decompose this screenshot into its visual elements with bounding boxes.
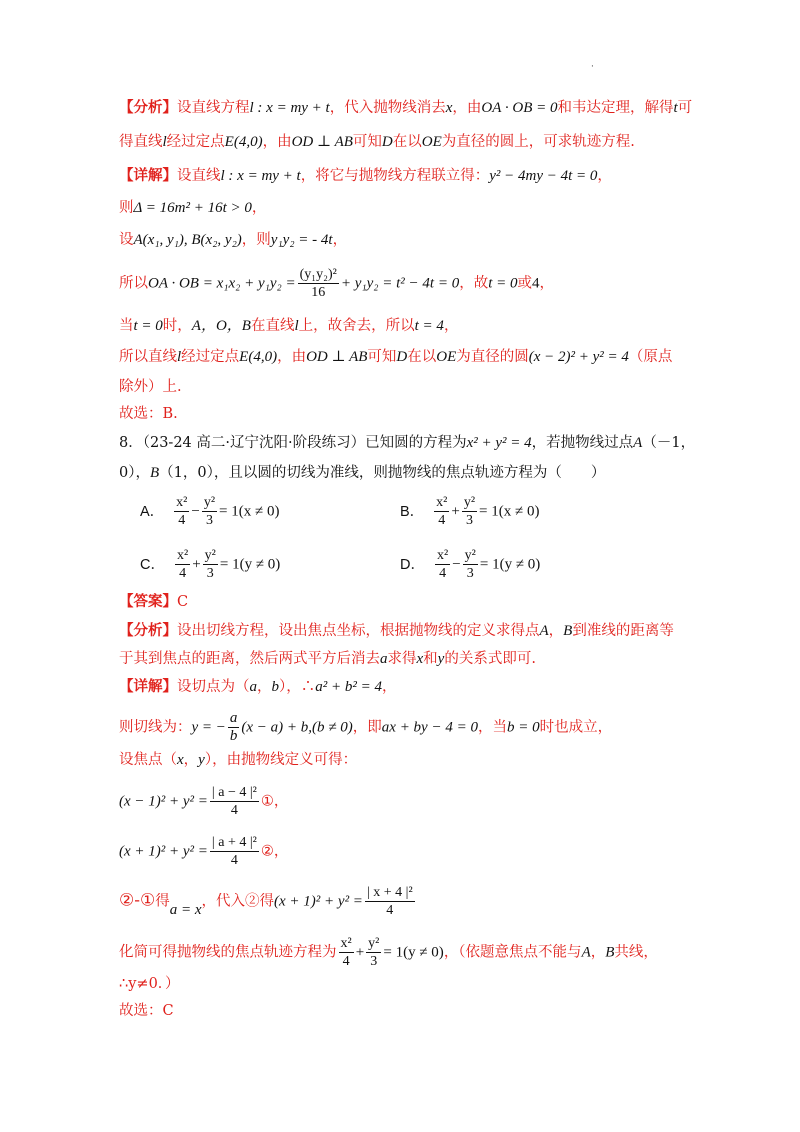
variable: B (605, 944, 615, 961)
detail-line-6 (119, 347, 672, 367)
text: ， (597, 168, 612, 184)
variable: B (149, 465, 160, 481)
equation-2 (119, 834, 288, 869)
detail-line-7 (119, 377, 182, 397)
answer-text: 故选：B. (119, 406, 178, 422)
text: ），∴ (279, 679, 316, 695)
text: ，将它与抛物线方程联立得： (300, 168, 490, 184)
fraction (203, 547, 218, 582)
variable: l (177, 349, 182, 365)
text: ， (590, 944, 606, 961)
text: 可 (677, 100, 693, 116)
denominator: 3 (206, 566, 214, 581)
detail-line-3 (119, 230, 347, 250)
formula: A，O，B (191, 318, 251, 334)
formula: (x − 2)² + y² = 4 (528, 349, 629, 365)
text: ，即 (352, 719, 382, 736)
text: ， (332, 232, 348, 248)
option-label: C． (140, 556, 165, 573)
variable: a (380, 651, 388, 667)
variable: x (445, 100, 453, 116)
formula: OA · OB = 0 (481, 100, 558, 116)
answer-value: C (177, 594, 189, 610)
detail-line-12 (119, 935, 658, 970)
text: 上，故舍去，所以 (298, 318, 415, 334)
formula: y₁y₂ = - 4t (270, 232, 333, 248)
option-b[interactable] (400, 494, 539, 529)
numerator: y² (463, 495, 476, 510)
variable: t (673, 100, 678, 116)
formula: E(4,0) (224, 134, 263, 150)
operator: − (452, 556, 461, 573)
detail-line-9 (119, 710, 612, 745)
fraction (365, 884, 415, 919)
fraction (210, 834, 259, 869)
formula: A(x₁, y₁), B(x₂, y₂) (133, 232, 242, 248)
text: 设切点为（ (177, 679, 250, 695)
question-8-line-1 (119, 433, 695, 453)
formula: t = 0 (133, 318, 163, 334)
formula: a = x (169, 901, 202, 918)
numerator: x² (176, 495, 188, 510)
equation-marker: ①， (260, 793, 289, 810)
text: 设焦点（ (119, 752, 177, 768)
option-label: A． (140, 503, 165, 520)
text: 的关系式即可. (444, 651, 536, 667)
option-label: D． (400, 556, 425, 573)
detail-line-10 (119, 750, 357, 770)
text: ，当 (477, 719, 507, 736)
text: ， (548, 623, 564, 639)
text: 可知 (352, 134, 382, 150)
analysis-line-3 (119, 621, 674, 641)
text: 于其到焦点的距离，然后两式平方后消去 (119, 651, 380, 667)
text: 化简可得抛物线的焦点轨迹方程为 (119, 944, 337, 961)
detail-line-2 (119, 198, 266, 218)
text: 则 (119, 200, 134, 216)
detail-line-5 (119, 316, 458, 336)
analysis-tag: 【分析】 (119, 99, 177, 116)
answer-text: 故选：C (119, 1003, 174, 1019)
denominator: 4 (230, 803, 238, 818)
text: ，若抛物线过点 (531, 435, 634, 451)
variable: A (581, 944, 591, 961)
option-a[interactable] (140, 494, 279, 529)
fraction (366, 935, 381, 970)
text: ，故 (459, 275, 489, 292)
text: 和 (423, 651, 438, 667)
text: 则切线为： (119, 719, 192, 736)
text: ， (257, 679, 272, 695)
variable: B (563, 623, 573, 639)
text: 得 (155, 893, 170, 910)
text: 到准线的距离等 (572, 623, 674, 639)
analysis-line-2 (119, 132, 635, 152)
formula: OD ⊥ AB (291, 134, 353, 150)
formula: OD ⊥ AB (306, 349, 368, 365)
numerator: | x + 4 |² (366, 885, 413, 900)
denominator: 4 (179, 566, 187, 581)
denominator: 4 (386, 903, 394, 918)
text: ），由抛物线定义可得： (204, 752, 358, 768)
analysis-line-1 (119, 98, 692, 118)
formula: l : x = my + t (220, 168, 301, 184)
formula: l : x = my + t (249, 100, 330, 116)
text: ，代入抛物线消去 (329, 100, 446, 116)
equation-1 (119, 784, 288, 819)
numerator: x² (436, 495, 448, 510)
fraction (463, 547, 478, 582)
answer-tag: 【答案】 (119, 593, 177, 610)
formula: (x + 1)² + y² = (274, 893, 363, 910)
option-c[interactable] (140, 547, 280, 582)
text: 当 (119, 318, 134, 334)
option-label: B． (400, 503, 425, 520)
text: 在以 (407, 349, 437, 365)
text: 可知 (367, 349, 397, 365)
text: 在以 (392, 134, 422, 150)
detail-tag: 【详解】 (119, 678, 177, 695)
denominator: b (229, 728, 238, 744)
variable: a (249, 679, 257, 695)
formula: ax + by − 4 = 0 (381, 719, 478, 736)
text: 所以 (119, 275, 148, 292)
option-d[interactable] (400, 547, 540, 582)
detail-tag: 【详解】 (119, 167, 177, 184)
detail-line-8 (119, 677, 397, 697)
formula: OE (436, 349, 457, 365)
numerator: a (229, 710, 238, 726)
text: ，由 (452, 100, 482, 116)
denominator: 4 (230, 853, 238, 868)
denominator: 4 (438, 513, 446, 528)
text: 所以直线 (119, 349, 177, 365)
numerator: | a − 4 |² (211, 785, 257, 800)
variable: y (198, 752, 205, 768)
formula: = 1(y ≠ 0) (219, 556, 281, 573)
text: 时也成立， (539, 719, 613, 736)
detail-line-11 (119, 884, 417, 919)
equation-marker: ②-① (119, 890, 156, 911)
formula: y² − 4my − 4t = 0 (489, 168, 598, 184)
denominator: 3 (465, 513, 473, 528)
text: 经过定点 (166, 134, 225, 150)
text: 除外）上. (119, 379, 182, 395)
text: 或 (517, 275, 532, 292)
answer-line-3 (119, 1001, 174, 1021)
formula: OA · OB = x₁x₂ + y₁y₂ = (148, 275, 296, 292)
numerator: y² (203, 495, 216, 510)
formula: = 1(x ≠ 0) (479, 503, 540, 520)
text: 设直线 (177, 168, 221, 184)
text: 经过定点 (181, 349, 240, 365)
text: ，代入②得 (201, 893, 275, 910)
detail-line-13 (119, 974, 180, 994)
numerator: (y₁y₂)² (299, 267, 337, 282)
formula: = 1(y ≠ 0) (383, 944, 444, 961)
text: 和韦达定理，解得 (557, 100, 674, 116)
fraction (174, 494, 189, 529)
text: ，由 (262, 134, 292, 150)
formula: = 1(y ≠ 0) (479, 556, 541, 573)
operator: + (192, 556, 201, 573)
text: （1，0），且以圆的切线为准线，则抛物线的焦点轨迹方程为（ ） (159, 465, 606, 481)
fraction (339, 935, 354, 970)
denominator: 4 (342, 954, 350, 969)
formula: l (294, 318, 299, 334)
formula: Δ = 16m² + 16t > 0 (133, 200, 252, 216)
formula: OE (421, 134, 442, 150)
text: 8．（23-24 高二·辽宁沈阳·阶段练习）已知圆的方程为 (119, 435, 467, 451)
formula: (x − a) + b,(b ≠ 0) (241, 719, 353, 736)
analysis-tag: 【分析】 (119, 622, 177, 639)
formula: 4 (532, 275, 540, 292)
text: 时， (162, 318, 192, 334)
text: ，（依题意焦点不能与 (443, 944, 582, 961)
fraction (434, 494, 449, 529)
fraction (228, 710, 240, 745)
text: 设直线方程 (177, 100, 250, 116)
denominator: 3 (466, 566, 474, 581)
denominator: 4 (178, 513, 186, 528)
text: 为直径的圆上，可求轨迹方程. (441, 134, 635, 150)
text: ， (251, 200, 267, 216)
variable: b (271, 679, 279, 695)
text: 设 (119, 232, 134, 248)
fraction (175, 547, 190, 582)
fraction (210, 784, 259, 819)
formula: (x + 1)² + y² = (119, 843, 208, 860)
formula: y = − (191, 719, 226, 736)
numerator: x² (176, 548, 189, 563)
variable: x (177, 752, 184, 768)
text: ， (382, 679, 397, 695)
text: ，则 (241, 232, 271, 248)
text: ∴y≠0．） (119, 976, 180, 992)
text: ， (539, 275, 554, 292)
numerator: y² (204, 548, 216, 563)
variable: l (162, 134, 167, 150)
formula: x² + y² = 4 (466, 435, 532, 451)
detail-line-1 (119, 166, 612, 186)
text: 共线， (614, 944, 658, 961)
text: 在直线 (250, 318, 295, 334)
formula: (x − 1)² + y² = (119, 793, 208, 810)
operator: + (451, 503, 460, 520)
variable: A (539, 623, 549, 639)
denominator: 3 (370, 954, 378, 969)
denominator: 4 (439, 566, 447, 581)
formula: t = 0 (488, 275, 518, 292)
text: （原点 (628, 349, 673, 365)
question-8-line-2 (119, 463, 605, 483)
denominator: 16 (311, 285, 326, 300)
formula: = 1(x ≠ 0) (219, 503, 280, 520)
numerator: x² (436, 548, 449, 563)
text: 设出切线方程，设出焦点坐标，根据抛物线的定义求得点 (177, 623, 540, 639)
text: 0）， (119, 465, 150, 481)
answer-line-1 (119, 404, 178, 424)
variable: x (416, 651, 424, 667)
formula: a² + b² = 4 (315, 679, 382, 695)
formula: b = 0 (506, 719, 540, 736)
variable: D (381, 134, 393, 150)
numerator: y² (368, 936, 380, 951)
analysis-line-4 (119, 649, 536, 669)
detail-line-4 (119, 266, 554, 301)
variable: D (396, 349, 408, 365)
numerator: | a + 4 |² (211, 835, 257, 850)
variable: A (633, 435, 643, 451)
denominator: 3 (205, 513, 213, 528)
text: （－1， (642, 435, 696, 451)
text: 求得 (387, 651, 417, 667)
text: ， (183, 752, 199, 768)
variable: y (437, 651, 445, 667)
formula: + y₁y₂ = t² − 4t = 0 (340, 275, 460, 292)
equation-marker: ②， (260, 843, 289, 860)
operator: + (355, 944, 365, 961)
formula: t = 4 (414, 318, 444, 334)
text: 得直线 (119, 134, 163, 150)
text: ， (443, 318, 459, 334)
fraction (435, 547, 450, 582)
text: 为直径的圆 (456, 349, 529, 365)
fraction (462, 494, 477, 529)
corner-mark: · (591, 62, 594, 72)
fraction (298, 266, 339, 301)
operator: − (191, 503, 200, 520)
fraction (202, 494, 217, 529)
formula: E(4,0) (239, 349, 278, 365)
answer-line-2 (119, 592, 188, 612)
numerator: y² (464, 548, 476, 563)
text: ，由 (277, 349, 307, 365)
numerator: x² (340, 936, 352, 951)
